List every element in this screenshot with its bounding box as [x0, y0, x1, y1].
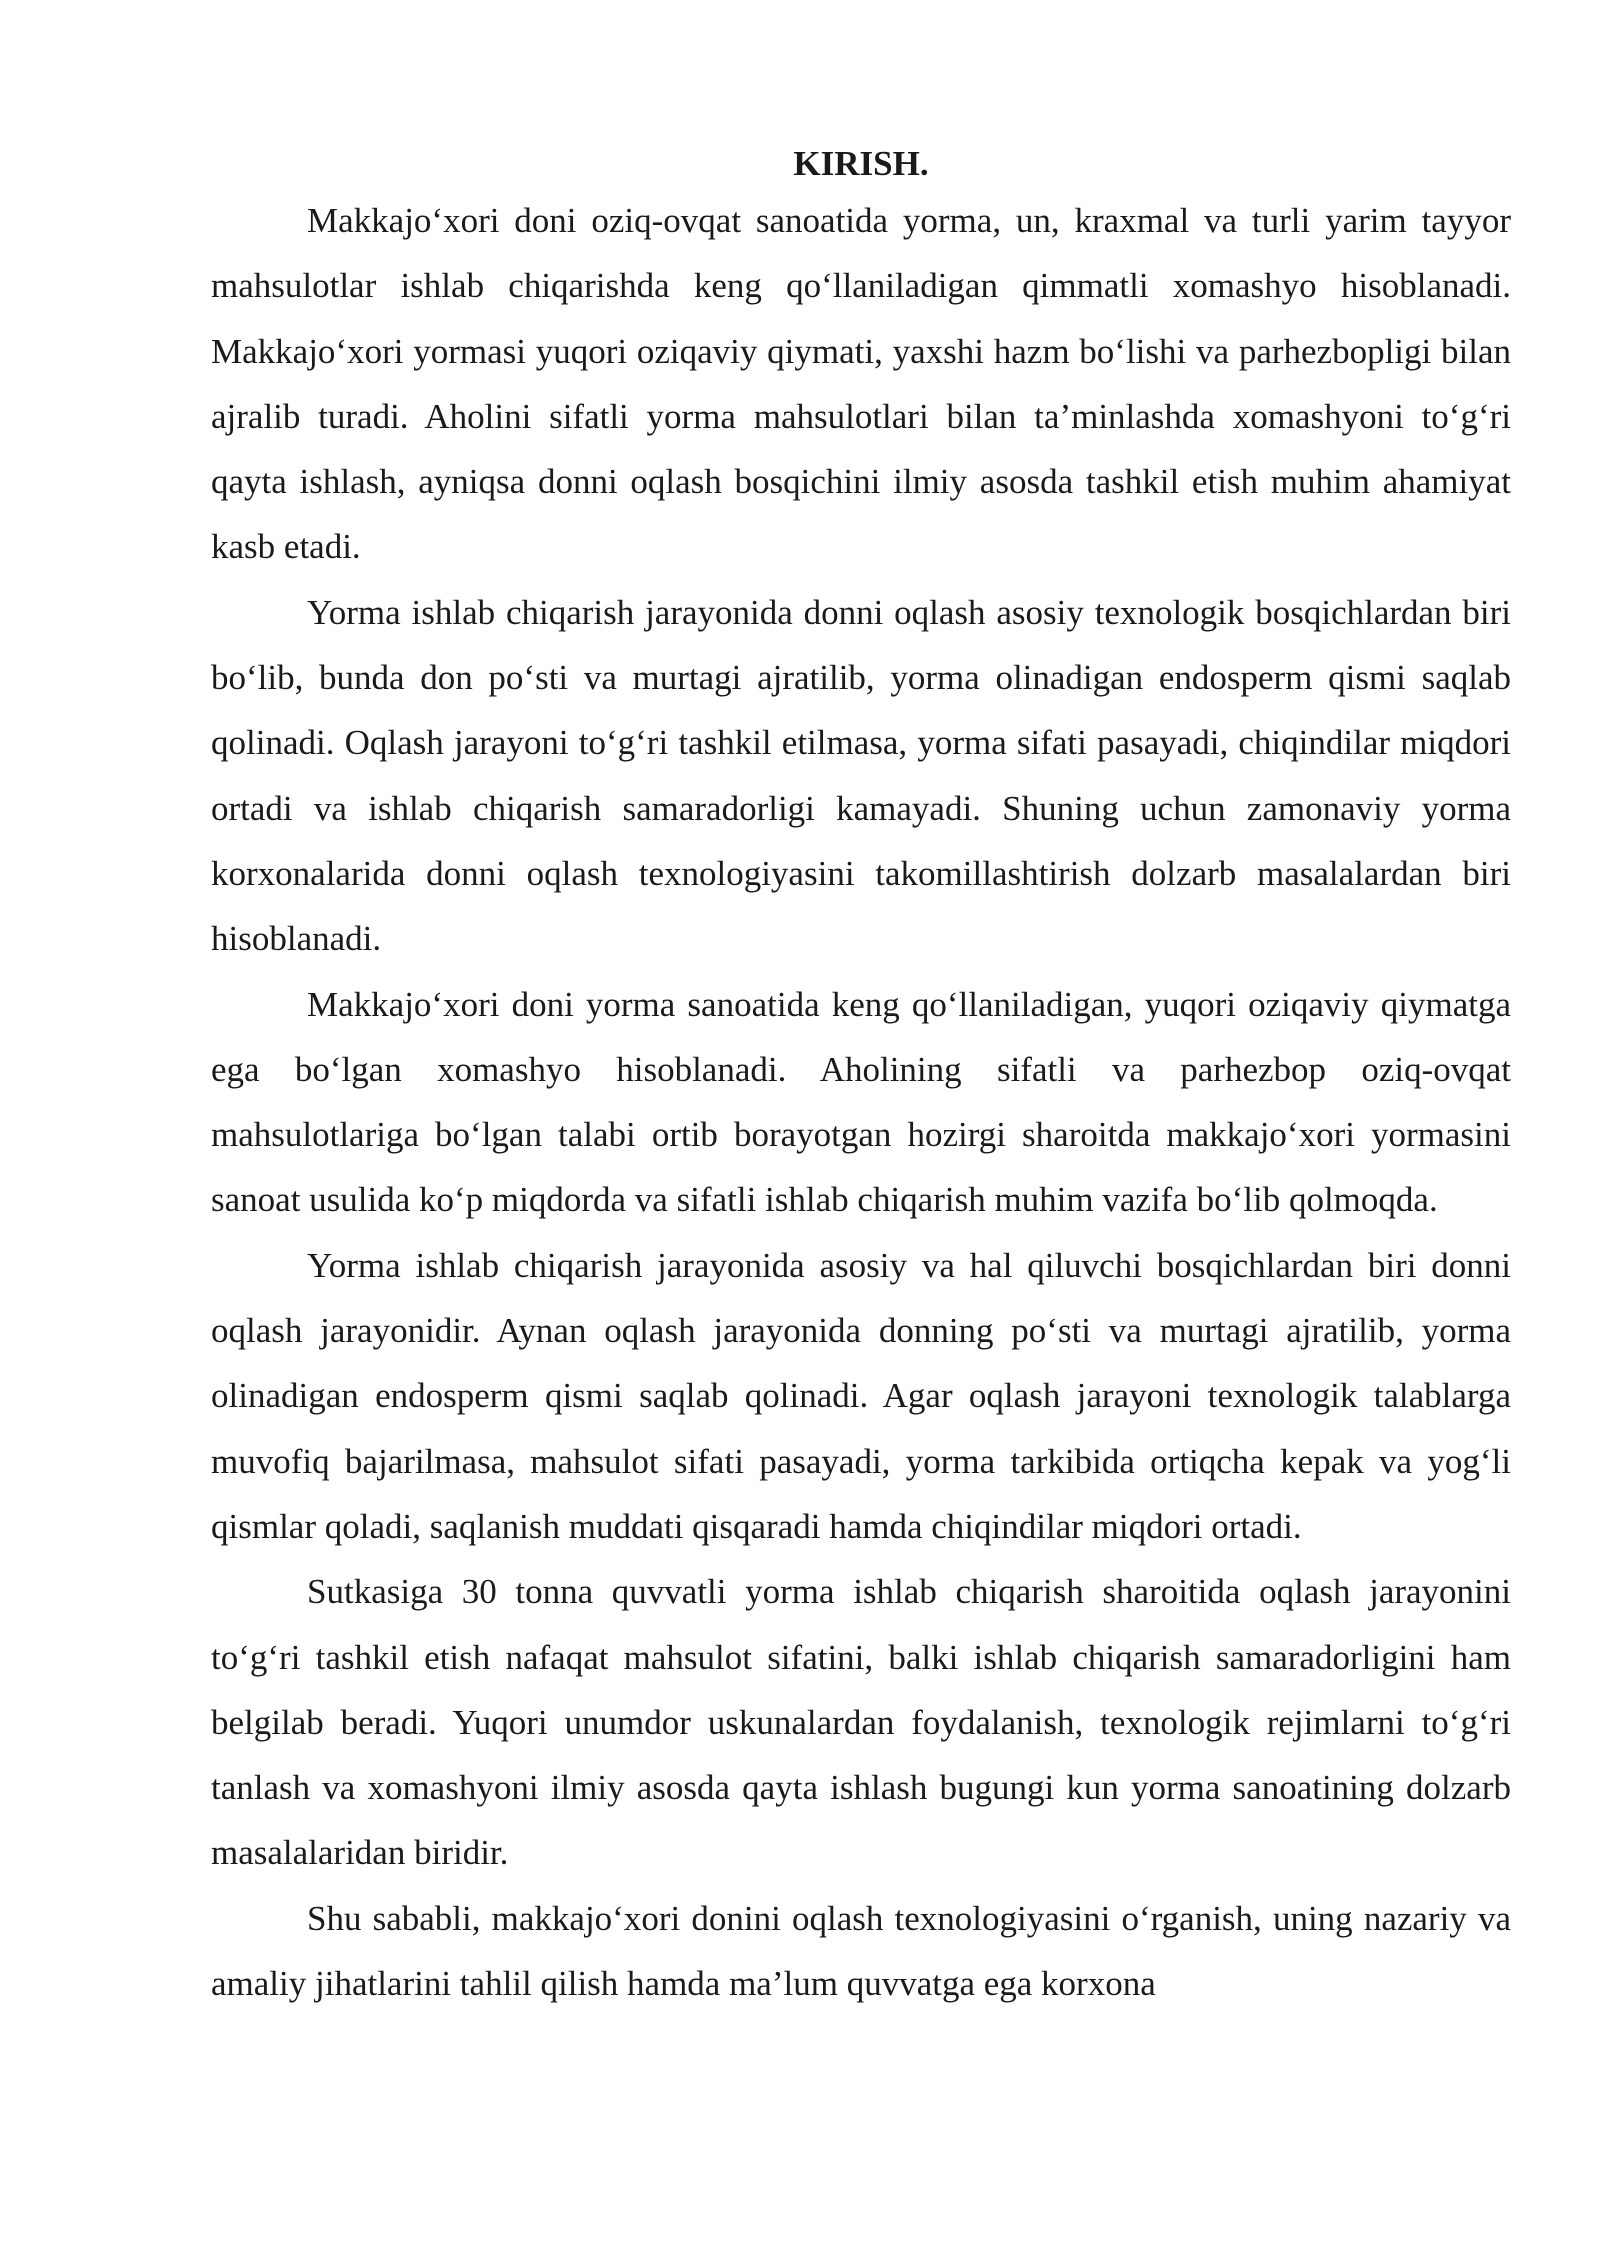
section-title: KIRISH.: [793, 144, 929, 183]
paragraph-2: Yorma ishlab chiqarish jarayonida donni oqlash asosiy texnologik bosqichlardan biri bo‘lib, bunda don po‘sti va murtagi ajratilib, yorma olinadigan endosperm qismi saqlab qolinadi. Oqlash jarayoni to‘g‘ri tashkil etilmasa, yorma sifati pasayadi, chiqindilar miqdori ortadi va ishlab chiqarish samaradorligi kamayadi. Shuning uchun zamonaviy yorma korxonalarida donni oqlash texnologiyasini takomillashtirish dolzarb masalalardan biri hisoblanadi.: [211, 592, 1511, 959]
paragraph-5: Sutkasiga 30 tonna quvvatli yorma ishlab chiqarish sharoitida oqlash jarayonini to‘g‘ri tashkil etish nafaqat mahsulot sifatini, balki ishlab chiqarish samaradorligini ham belgilab beradi. Yuqori unumdor uskunalardan foydalanish, texnologik rejimlarni to‘g‘ri tanlash va xomashyoni ilmiy asosda qayta ishlash bugungi kun yorma sanoatining dolzarb masalalaridan biridir.: [211, 1572, 1511, 1873]
paragraph-4: Yorma ishlab chiqarish jarayonida asosiy va hal qiluvchi bosqichlardan biri donni oqlash jarayonidir. Aynan oqlash jarayonida donning po‘sti va murtagi ajratilib, yorma olinadigan endosperm qismi saqlab qolinadi. Agar oqlash jarayoni texnologik talablarga muvofiq bajarilmasa, mahsulot sifati pasayadi, yorma tarkibida ortiqcha kepak va yog‘li qismlar qoladi, saqlanish muddati qisqaradi hamda chiqindilar miqdori ortadi.: [211, 1245, 1511, 1546]
document-body: [211, 140, 1511, 2016]
paragraph-3: Makkajo‘xori doni yorma sanoatida keng qo‘llaniladigan, yuqori oziqaviy qiymatga ega bo‘lgan xomashyo hisoblanadi. Aholining sifatli va parhezbop oziq-ovqat mahsulotlariga bo‘lgan talabi ortib borayotgan hozirgi sharoitda makkajo‘xori yormasini sanoat usulida ko‘p miqdorda va sifatli ishlab chiqarish muhim vazifa bo‘lib qolmoqda.: [211, 984, 1511, 1220]
paragraph-1: Makkajo‘xori doni oziq-ovqat sanoatida yorma, un, kraxmal va turli yarim tayyor mahsulotlar ishlab chiqarishda keng qo‘llaniladigan qimmatli xomashyo hisoblanadi. Makkajo‘xori yormasi yuqori oziqaviy qiymati, yaxshi hazm bo‘lishi va parhezbopligi bilan ajralib turadi. Aholini sifatli yorma mahsulotlari bilan ta’minlashda xomashyoni to‘g‘ri qayta ishlash, ayniqsa donni oqlash bosqichini ilmiy asosda tashkil etish muhim ahamiyat kasb etadi.: [211, 201, 1511, 567]
paragraph-6: Shu sababli, makkajo‘xori donini oqlash texnologiyasini o‘rganish, uning nazariy va amaliy jihatlarini tahlil qilish hamda ma’lum quvvatga ega korxona: [211, 1898, 1511, 2004]
